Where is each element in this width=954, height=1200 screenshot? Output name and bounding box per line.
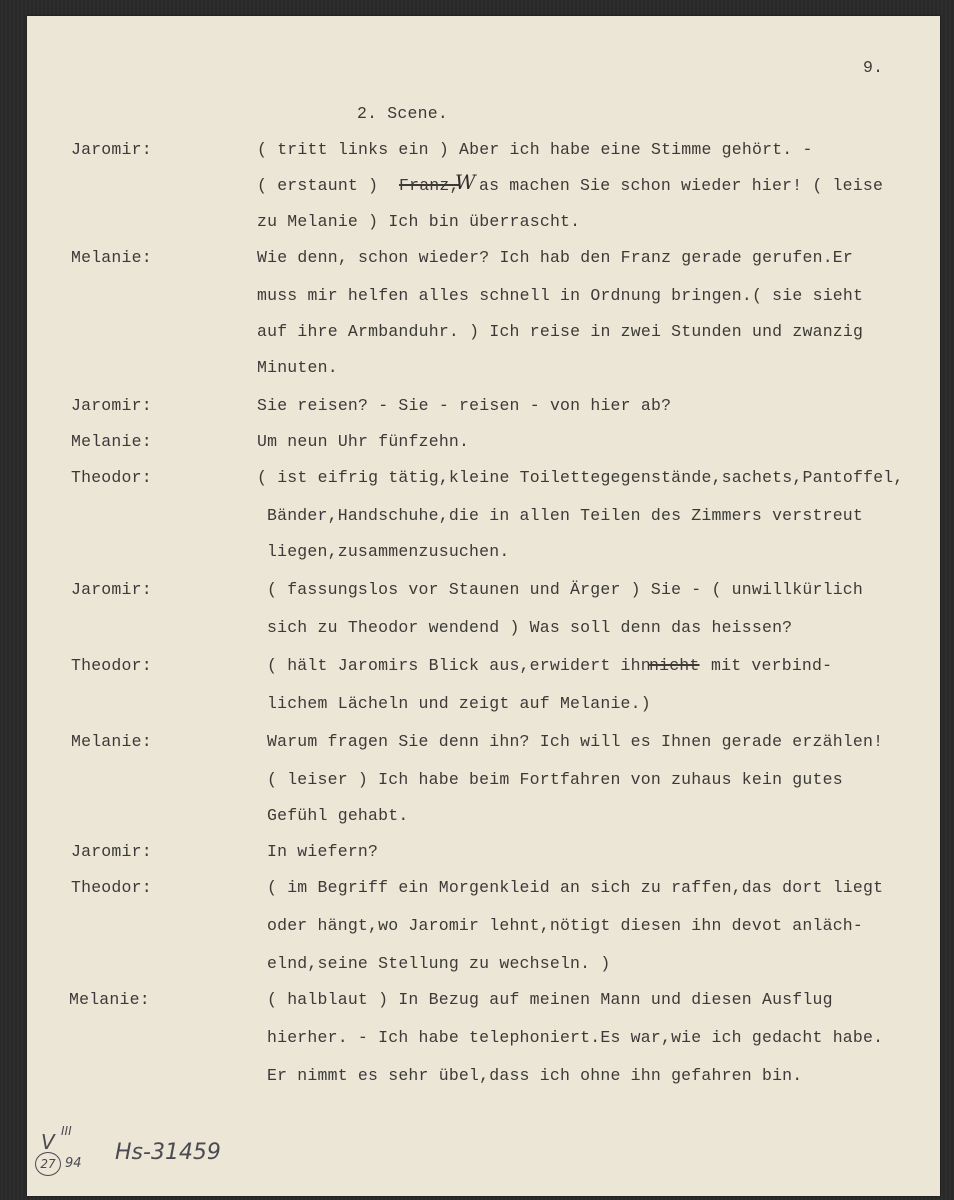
dialogue-line: muss mir helfen alles schnell in Ordnung bringen.( sie sieht: [257, 286, 864, 305]
typescript-page: [27, 16, 940, 1196]
stage-direction: Bänder,Handschuhe,die in allen Teilen des Zimmers verstreut: [267, 506, 863, 525]
stage-direction: ( erstaunt ): [257, 176, 379, 195]
archive-roman-iii: III: [61, 1124, 72, 1138]
dialogue-line: Gefühl gehabt.: [267, 806, 409, 825]
speaker-theodor: Theodor:: [71, 656, 152, 675]
speaker-jaromir: Jaromir:: [71, 396, 152, 415]
dialogue-line: auf ihre Armbanduhr. ) Ich reise in zwei Stunden und zwanzig: [257, 322, 864, 341]
speaker-jaromir: Jaromir:: [71, 140, 152, 159]
dialogue-line: zu Melanie ) Ich bin überrascht.: [257, 212, 581, 231]
dialogue-line: sich zu Theodor wendend ) Was soll denn das heissen?: [267, 618, 793, 637]
dialogue-line: Um neun Uhr fünfzehn.: [257, 432, 470, 451]
speaker-melanie: Melanie:: [71, 732, 152, 751]
dialogue-line: Minuten.: [257, 358, 338, 377]
dialogue-line: In wiefern?: [267, 842, 379, 861]
dialogue-line: Warum fragen Sie denn ihn? Ich will es Ihnen gerade erzählen!: [267, 732, 884, 751]
dialogue-line: as machen Sie schon wieder hier! ( leise: [479, 176, 884, 195]
struck-word: nicht: [649, 656, 700, 675]
stage-direction: ( hält Jaromirs Blick aus,erwidert ihn: [267, 656, 651, 675]
archive-circle-number: 27: [40, 1157, 56, 1171]
page-number: 9.: [863, 58, 884, 77]
stage-direction: ( ist eifrig tätig,kleine Toilettegegenstände,sachets,Pantoffel,: [257, 468, 904, 487]
stage-direction: oder hängt,wo Jaromir lehnt,nötigt diesen ihn devot anläch-: [267, 916, 863, 935]
dialogue-line: hierher. - Ich habe telephoniert.Es war,wie ich gedacht habe.: [267, 1028, 884, 1047]
archive-roman-v: V: [41, 1130, 55, 1154]
dialogue-line: ( halblaut ) In Bezug auf meinen Mann und diesen Ausflug: [267, 990, 833, 1009]
dialogue-line: Sie reisen? - Sie - reisen - von hier ab?: [257, 396, 672, 415]
dialogue-line: ( fassungslos vor Staunen und Ärger ) Sie - ( unwillkürlich: [267, 580, 863, 599]
speaker-jaromir: Jaromir:: [71, 580, 152, 599]
dialogue-line: ( leiser ) Ich habe beim Fortfahren von zuhaus kein gutes: [267, 770, 843, 789]
stage-direction: ( im Begriff ein Morgenkleid an sich zu raffen,das dort liegt: [267, 878, 884, 897]
stage-direction: mit verbind-: [711, 656, 833, 675]
speaker-theodor: Theodor:: [71, 878, 152, 897]
scene-heading: 2. Scene.: [357, 104, 448, 123]
stage-direction: liegen,zusammenzusuchen.: [267, 542, 510, 561]
speaker-melanie: Melanie:: [71, 432, 152, 451]
speaker-jaromir: Jaromir:: [71, 842, 152, 861]
speaker-melanie: Melanie:: [71, 248, 152, 267]
stage-direction: elnd,seine Stellung zu wechseln. ): [267, 954, 611, 973]
struck-word: Franz,: [399, 176, 460, 195]
stage-direction: lichem Lächeln und zeigt auf Melanie.): [267, 694, 651, 713]
dialogue-line: ( tritt links ein ) Aber ich habe eine Stimme gehört. -: [257, 140, 813, 159]
speaker-theodor: Theodor:: [71, 468, 152, 487]
archive-fraction: 94: [65, 1156, 82, 1171]
archive-circle: [35, 1152, 61, 1176]
archive-shelfmark: Hs-31459: [115, 1140, 221, 1165]
dialogue-line: Er nimmt es sehr übel,dass ich ohne ihn gefahren bin.: [267, 1066, 803, 1085]
speaker-melanie: Melanie:: [69, 990, 150, 1009]
handwritten-correction: W: [455, 170, 476, 194]
dialogue-line: Wie denn, schon wieder? Ich hab den Franz gerade gerufen.Er: [257, 248, 853, 267]
